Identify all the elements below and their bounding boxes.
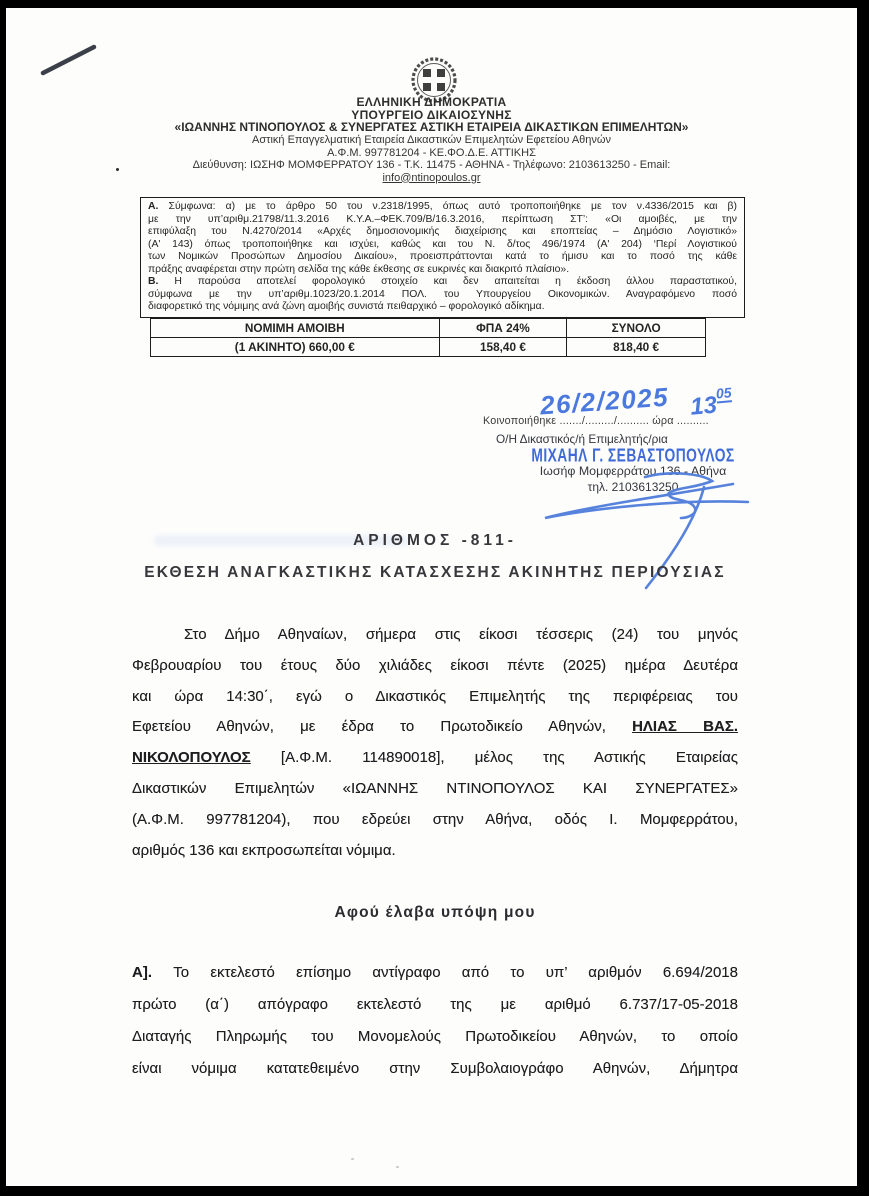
fee-table-value-row [151, 338, 706, 357]
letterhead-email: info@ntinopoulos.gr [382, 171, 481, 184]
fee-table-header-vat: ΦΠΑ 24% [439, 319, 567, 338]
pen-stroke-mark [36, 40, 111, 85]
fee-notice-box: Α. Σύμφωνα: α) με το άρθρο 50 του ν.2318/1995, όπως αυτό τροποποιήθηκε με τον ν.4336/2015 και β) με την υπ’αριθμ.21798/11.3.2016 Κ.Υ.Α.–ΦΕΚ.709/Β/16.3.2016, περίπτωση ΣΤ’: «Οι αμοιβές, με την επιφύλαξη του Ν.4270/2014 «Αρχές δημοσιονομικής διαχείρισης και εποπτείας – Δημόσιο Λογιστικό» (Α' 143) όπως τροποποιήθηκε και ισχύει, καθώς και του Ν. δ/τος 496/1974 (Α' 204) ‘Περί Λογιστικού των Νομικών Προσώπων Δημοσίου Δικαίου», προεισπράττονται κατά το ήμισυ και το ποσό της κάθε πράξης αναφέρεται στην πρώτη σελίδα της κάθε έκθεσης σε ευκρινές και διακριτό πλαίσιο». Β. Η παρούσα αποτελεί φορολογικό στοιχείο και δεν απαιτείται η έκδοση άλλου παραστατικού, σύμφωνα με την υπ’αριθμ.1023/20.1.2014 ΠΟΛ. του Υπουργείου Οικονομικών. Αναγραφόμενο ποσό διαφορετικό της νόμιμης ανά ζώνη αμοιβής συνιστά πειθαρχικό – φορολογικό αδίκημα. [140, 197, 745, 318]
fee-table-value-total: 818,40 € [567, 338, 706, 357]
fee-table-value-legal-fee: (1 ΑΚΙΝΗΤΟ) 660,00 € [151, 338, 440, 357]
officer-role-label: Ο/Η Δικαστικός/ή Επιμελητής/ρια [496, 432, 668, 446]
letterhead-state: ΕΛΛΗΝΙΚΗ ΔΗΜΟΚΡΑΤΙΑ [356, 95, 507, 109]
bailiff-stamp-phone: τηλ. 2103613250 [587, 480, 679, 494]
body-paragraph-exhibit-a: Α]. Το εκτελεστό επίσημο αντίγραφο από το υπ’ αριθμόν 6.694/2018 πρώτο (α΄) απόγραφο εκτελεστό της με αριθμό 6.737/17-05-2018 Διαταγής Πληρωμής του Μονομελούς Πρωτοδικείου Αθηνών, το οποίο είναι νόμιμα κατατεθειμένο στην Συμβολαιογράφο Αθηνών, Δήμητρα [132, 964, 738, 1077]
letterhead-firm-type: Αστική Επαγγελματική Εταιρεία Δικαστικών Επιμελητών Εφετείου Αθηνών [251, 134, 611, 146]
fee-table-header-total: ΣΥΝΟΛΟ [567, 319, 706, 338]
report-main-title: ΕΚΘΕΣΗ ΑΝΑΓΚΑΣΤΙΚΗΣ ΚΑΤΑΣΧΕΣΗΣ ΑΚΙΝΗΤΗΣ ΠΕΡΙΟΥΣΙΑΣ [144, 564, 726, 581]
section-heading: Αφού έλαβα υπόψη μου [334, 904, 536, 921]
handwritten-date: 26/2/2025 [539, 381, 671, 421]
fee-table-header-legal-fee: ΝΟΜΙΜΗ ΑΜΟΙΒΗ [151, 319, 440, 338]
bailiff-stamp-address: Ιωσήφ Μομφερράτου 136 - Αθήνα [539, 464, 727, 478]
report-number-title: ΑΡΙΘΜΟΣ -811- [353, 532, 517, 549]
fee-table-value-vat: 158,40 € [439, 338, 567, 357]
ink-dot-mark [116, 168, 119, 171]
letterhead-address: Διεύθυνση: ΙΩΣΗΦ ΜΟΜΦΕΡΡΑΤΟΥ 136 - Τ.Κ. 11475 - ΑΘΗΝΑ - Τηλέφωνο: 2103613250 - Email: [192, 159, 671, 171]
fee-table-header-row [151, 319, 706, 338]
handwritten-time: $13^{05}$ [689, 384, 733, 421]
scan-speck [396, 1166, 399, 1168]
letterhead-ministry: ΥΠΟΥΡΓΕΙΟ ΔΙΚΑΙΟΣΥΝΗΣ [351, 107, 512, 122]
letterhead [6, 96, 857, 184]
document-page [6, 8, 857, 1186]
notified-date-line: Κοινοποιήθηκε ......./........./.......... ώρα .......... [483, 415, 709, 427]
fee-table [150, 318, 706, 357]
scan-speck [351, 1158, 354, 1160]
letterhead-firm-name: «ΙΩΑΝΝΗΣ ΝΤΙΝΟΠΟΥΛΟΣ & ΣΥΝΕΡΓΑΤΕΣ ΑΣΤΙΚΗ ΕΤΑΙΡΕΙΑ ΔΙΚΑΣΤΙΚΩΝ ΕΠΙΜΕΛΗΤΩΝ» [174, 120, 689, 134]
bailiff-stamp-name: ΜΙΧΑΗΛ Γ. ΣΕΒΑΣΤΟΠΟΥΛΟΣ [531, 445, 735, 467]
letterhead-vat: Α.Φ.Μ. 997781204 - ΚΕ.ΦΟ.Δ.Ε. ΑΤΤΙΚΗΣ [327, 146, 536, 159]
body-paragraph-intro: Στο Δήμο Αθηναίων, σήμερα στις είκοσι τέσσερις (24) του μηνός Φεβρουαρίου του έτους δύο χιλιάδες είκοσι πέντε (2025) ημέρα Δευτέρα και ώρα 14:30΄, εγώ ο Δικαστικός Επιμελητής της περιφέρειας του Εφετείου Αθηνών, με έδρα το Πρωτοδικείο Αθηνών, ΗΛΙΑΣ ΒΑΣ. ΝΙΚΟΛΟΠΟΥΛΟΣ [Α.Φ.Μ. 114890018], μέλος της Αστικής Εταιρείας Δικαστικών Επιμελητών «ΙΩΑΝΝΗΣ ΝΤΙΝΟΠΟΥΛΟΣ ΚΑΙ ΣΥΝΕΡΓΑΤΕΣ» (Α.Φ.Μ. 997781204), που εδρεύει στην Αθήνα, οδός Ι. Μομφερράτου, αριθμός 136 και εκπροσωπείται νόμιμα. [132, 626, 738, 859]
